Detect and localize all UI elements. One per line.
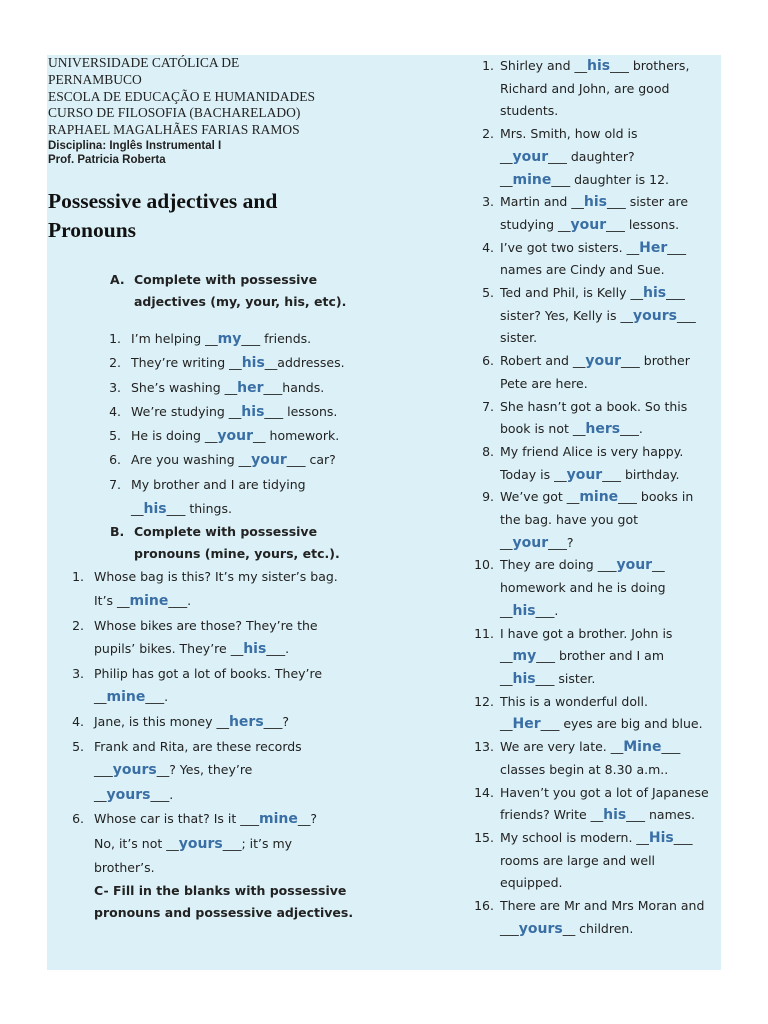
- right-column: [470, 55, 722, 940]
- item-text: pupils’ bikes. They’re __: [94, 641, 244, 657]
- list-item: [470, 55, 722, 123]
- item-text: We’ve got __: [500, 489, 580, 505]
- item-text: I have got a brother. John is: [500, 625, 673, 641]
- section-c-line-2: pronouns and possessive adjectives.: [94, 905, 354, 921]
- item-text: brother’s.: [94, 860, 155, 876]
- answer-text: yours: [178, 835, 223, 852]
- section-a-line-1: Complete with possessive: [134, 271, 318, 287]
- section-c-line-1: C- Fill in the blanks with possessive: [94, 883, 347, 899]
- item-text: ___.: [150, 786, 174, 802]
- list-item: [470, 237, 722, 282]
- list-item: [470, 827, 722, 895]
- item-text: [500, 509, 722, 532]
- item-answer-line: [500, 350, 722, 373]
- item-text: Are you washing __: [131, 452, 252, 468]
- item-text: __?: [297, 811, 317, 827]
- section-b-marker: B.: [110, 524, 125, 540]
- item-text: This is a wonderful doll.: [500, 693, 648, 709]
- item-text: ___: [666, 285, 685, 301]
- item-text: ___.: [620, 421, 643, 437]
- item-text: [500, 782, 722, 805]
- item-number: 5.: [109, 428, 121, 444]
- item-text: Shirley and __: [500, 58, 587, 73]
- item-text: [500, 373, 722, 396]
- item-text: She hasn’t got a book. So this: [500, 398, 688, 414]
- item-text: Today is __: [500, 466, 567, 482]
- item-text: __: [94, 786, 107, 802]
- item-answer-line: [500, 305, 722, 328]
- item-text: I’m helping __: [131, 330, 218, 346]
- section-b-list: [48, 565, 428, 880]
- item-text: [500, 100, 722, 123]
- answer-text: Her: [512, 716, 541, 733]
- answer-text: your: [570, 216, 607, 233]
- answer-text: Mine: [623, 739, 662, 756]
- item-text: book is not __: [500, 421, 586, 437]
- item-text: It’s __: [94, 592, 130, 608]
- answer-text: his: [643, 285, 667, 302]
- item-answer-line: [500, 600, 722, 623]
- item-text: [500, 123, 722, 146]
- item-answer-line: [131, 351, 428, 375]
- item-answer-line: [500, 645, 722, 668]
- item-text: sister.: [500, 330, 538, 346]
- item-answer-line: [500, 713, 722, 736]
- item-answer-line: [500, 169, 722, 192]
- item-text: ___ daughter?: [548, 148, 635, 164]
- item-text: ___ sister.: [535, 670, 596, 686]
- item-number: 2.: [72, 617, 84, 633]
- answer-text: his: [241, 403, 265, 420]
- item-answer-line: [500, 532, 722, 555]
- item-text: __: [500, 670, 513, 686]
- item-text: [500, 759, 722, 782]
- item-text: ___hands.: [263, 379, 325, 395]
- item-answer-line: [500, 214, 722, 237]
- item-text: equipped.: [500, 875, 563, 891]
- item-text: [500, 850, 722, 873]
- item-number: 7.: [482, 398, 494, 414]
- item-text: ___ things.: [166, 501, 232, 517]
- item-text: ___ lessons.: [264, 403, 338, 419]
- item-text: [94, 735, 428, 759]
- item-text: ___ friends.: [241, 330, 312, 346]
- answer-text: his: [583, 194, 607, 211]
- item-number: 16.: [474, 898, 494, 914]
- section-a-list: [48, 327, 428, 521]
- answer-text: hers: [585, 421, 621, 438]
- item-text: She’s washing __: [131, 379, 238, 395]
- item-number: 2.: [109, 355, 121, 371]
- item-text: the bag. have you got: [500, 512, 639, 528]
- item-number: 4.: [482, 239, 494, 255]
- list-item: [48, 351, 428, 375]
- item-text: No, it’s not __: [94, 835, 179, 851]
- item-text: Pete are here.: [500, 375, 588, 391]
- answer-text: his: [512, 670, 536, 687]
- item-text: classes begin at 8.30 a.m..: [500, 761, 669, 777]
- item-number: 3.: [482, 194, 494, 210]
- item-text: ___: [667, 239, 686, 255]
- item-number: 1.: [109, 330, 121, 346]
- item-answer-line: [500, 418, 722, 441]
- item-number: 9.: [482, 489, 494, 505]
- item-answer-line: [131, 424, 428, 448]
- item-number: 1.: [482, 58, 494, 73]
- answer-text: your: [512, 148, 549, 165]
- list-item: [48, 448, 428, 472]
- item-text: [500, 577, 722, 600]
- item-number: 5.: [72, 738, 84, 754]
- item-text: ___ eyes are big and blue.: [540, 716, 703, 732]
- item-text: [94, 662, 428, 686]
- item-text: __: [500, 534, 513, 550]
- list-item: [48, 735, 428, 808]
- item-answer-line: [500, 237, 722, 260]
- list-item: [48, 327, 428, 351]
- item-answer-line: [500, 486, 722, 509]
- item-text: [500, 327, 722, 350]
- item-text: They are doing ___: [500, 557, 617, 573]
- item-text: We are very late. __: [500, 739, 624, 755]
- answer-text: my: [217, 330, 242, 347]
- item-answer-line: [94, 710, 428, 735]
- answer-text: His: [648, 829, 674, 846]
- list-item: [48, 710, 428, 735]
- answer-text: yours: [106, 786, 151, 803]
- answer-text: his: [241, 355, 265, 372]
- item-text: Mrs. Smith, how old is: [500, 126, 638, 142]
- item-number: 12.: [474, 693, 494, 709]
- item-answer-line: [94, 758, 428, 783]
- item-text: [500, 441, 722, 464]
- answer-text: Her: [639, 239, 668, 256]
- item-answer-line: [500, 827, 722, 850]
- item-text: [500, 396, 722, 419]
- item-text: ___ books in: [618, 489, 694, 505]
- item-text: ___ brothers,: [610, 58, 690, 73]
- answer-text: your: [585, 353, 622, 370]
- header-discipline: Disciplina: Inglês Instrumental I: [48, 139, 222, 152]
- item-number: 2.: [482, 126, 494, 142]
- item-answer-line: [131, 400, 428, 424]
- list-item: [470, 623, 722, 691]
- item-text: friends? Write __: [500, 807, 604, 823]
- answer-text: his: [603, 807, 627, 824]
- item-answer-line: [500, 804, 722, 827]
- item-text: ___ daughter is 12.: [551, 171, 669, 187]
- item-number: 10.: [474, 557, 494, 573]
- item-text: __? Yes, they’re: [156, 762, 253, 778]
- list-item: [470, 554, 722, 622]
- list-item: [470, 895, 722, 940]
- item-text: __: [500, 171, 513, 187]
- item-text: He is doing __: [131, 428, 218, 444]
- item-text: rooms are large and well: [500, 852, 656, 868]
- left-column: [48, 55, 428, 924]
- item-text: students.: [500, 103, 559, 119]
- item-answer-line: [94, 637, 428, 662]
- item-number: 1.: [72, 569, 84, 585]
- item-text: Haven’t you got a lot of Japanese: [500, 784, 709, 800]
- item-text: Philip has got a lot of books. They’re: [94, 665, 323, 681]
- section-b-heading: [110, 521, 410, 565]
- item-text: __ children.: [562, 920, 634, 936]
- list-item: [470, 396, 722, 441]
- list-item: [48, 662, 428, 710]
- item-text: ___: [673, 829, 693, 845]
- section-a-marker: A.: [110, 271, 125, 287]
- item-number: 8.: [482, 443, 494, 459]
- item-text: __: [652, 557, 665, 573]
- item-answer-line: [500, 736, 722, 759]
- item-answer-line: [94, 832, 428, 857]
- section-a-heading: [110, 269, 410, 313]
- header-university: UNIVERSIDADE CATÓLICA DE: [48, 55, 240, 70]
- item-number: 14.: [474, 784, 494, 800]
- item-answer-line: [500, 55, 722, 78]
- item-text: names are Cindy and Sue.: [500, 262, 665, 278]
- answer-text: my: [512, 648, 537, 665]
- answer-text: yours: [633, 307, 677, 324]
- answer-text: his: [243, 641, 267, 658]
- item-text: __: [94, 689, 107, 705]
- item-text: Jane, is this money __: [94, 713, 229, 729]
- item-number: 6.: [482, 353, 494, 369]
- item-answer-line: [94, 685, 428, 710]
- list-item: [470, 350, 722, 395]
- item-text: Frank and Rita, are these records: [94, 738, 302, 754]
- item-text: ___ sister are: [606, 194, 689, 210]
- item-answer-line: [500, 464, 722, 487]
- item-text: [94, 614, 428, 638]
- item-number: 11.: [474, 625, 494, 641]
- item-number: 4.: [109, 403, 121, 419]
- item-text: My school is modern. __: [500, 829, 649, 845]
- list-item: [48, 376, 428, 400]
- item-text: [94, 856, 428, 880]
- answer-text: your: [217, 428, 254, 445]
- list-item: [48, 424, 428, 448]
- item-number: 3.: [109, 379, 121, 395]
- header-school: ESCOLA DE EDUCAÇÃO E HUMANIDADES: [48, 88, 316, 104]
- item-text: I’ve got two sisters. __: [500, 239, 640, 255]
- title-line-1: Possessive adjectives and: [48, 188, 278, 213]
- item-text: Martin and __: [500, 194, 584, 210]
- item-text: ___ lessons.: [606, 216, 680, 232]
- item-text: sister? Yes, Kelly is __: [500, 307, 634, 323]
- list-item: [470, 123, 722, 191]
- item-text: ___: [94, 762, 113, 778]
- item-text: ___.: [535, 602, 559, 618]
- answer-text: mine: [512, 171, 552, 188]
- item-answer-line: [500, 554, 722, 577]
- item-text: My brother and I are tidying: [131, 476, 306, 492]
- list-item: [470, 282, 722, 350]
- answer-text: your: [616, 557, 653, 574]
- item-answer-line: [500, 668, 722, 691]
- item-text: __addresses.: [264, 355, 345, 371]
- list-item: [48, 473, 428, 522]
- item-text: ___.: [145, 689, 169, 705]
- item-answer-line: [131, 376, 428, 400]
- section-c-heading: [94, 880, 428, 924]
- item-text: They’re writing __: [131, 355, 242, 371]
- item-answer-line: [131, 497, 428, 521]
- item-text: [500, 872, 722, 895]
- answer-text: hers: [228, 713, 264, 730]
- page-title: [48, 187, 428, 245]
- item-answer-line: [94, 783, 428, 808]
- item-answer-line: [500, 282, 722, 305]
- item-text: ___ brother: [621, 353, 690, 369]
- item-answer-line: [500, 918, 722, 941]
- answer-text: your: [566, 466, 603, 483]
- item-number: 5.: [482, 285, 494, 301]
- item-number: 3.: [72, 665, 84, 681]
- item-number: 7.: [109, 476, 121, 492]
- item-answer-line: [131, 327, 428, 351]
- item-number: 15.: [474, 829, 494, 845]
- list-item: [48, 614, 428, 662]
- item-text: Whose bikes are those? They’re the: [94, 617, 318, 633]
- item-text: There are Mr and Mrs Moran and: [500, 898, 705, 914]
- answer-text: your: [512, 534, 549, 551]
- item-text: [500, 78, 722, 101]
- item-number: 6.: [72, 811, 84, 827]
- header-professor: Prof. Patricia Roberta: [48, 153, 166, 166]
- item-text: [500, 259, 722, 282]
- item-text: __: [500, 602, 513, 618]
- item-text: ___.: [168, 592, 192, 608]
- answer-text: yours: [518, 920, 563, 937]
- list-item: [470, 691, 722, 736]
- item-text: Whose bag is this? It’s my sister’s bag.: [94, 569, 338, 585]
- answer-text: mine: [579, 489, 619, 506]
- list-item: [470, 191, 722, 236]
- item-text: ___?: [548, 534, 574, 550]
- list-item: [48, 400, 428, 424]
- item-number: 13.: [474, 739, 494, 755]
- item-answer-line: [94, 589, 428, 614]
- item-text: __: [500, 648, 513, 664]
- header-student: RAPHAEL MAGALHÃES FARIAS RAMOS: [48, 122, 300, 138]
- answer-text: her: [237, 379, 264, 396]
- item-text: ___ birthday.: [602, 466, 680, 482]
- item-text: [500, 623, 722, 646]
- header-university-cont: PERNAMBUCO: [48, 71, 142, 87]
- item-text: [500, 691, 722, 714]
- section-a-line-2: adjectives (my, your, his, etc).: [134, 293, 347, 309]
- item-answer-line: [500, 191, 722, 214]
- answer-text: your: [251, 452, 287, 469]
- item-answer-line: [94, 807, 428, 832]
- item-text: [131, 473, 428, 497]
- item-text: ___?: [263, 713, 290, 729]
- answer-text: mine: [129, 592, 169, 609]
- item-text: We’re studying __: [131, 403, 242, 419]
- item-text: studying __: [500, 216, 571, 232]
- item-text: [500, 895, 722, 918]
- item-text: __ homework.: [253, 428, 340, 444]
- list-item: [470, 736, 722, 781]
- answer-text: his: [512, 602, 536, 619]
- answer-text: his: [143, 501, 167, 518]
- item-text: __: [500, 148, 513, 164]
- item-text: homework and he is doing: [500, 580, 666, 596]
- item-text: My friend Alice is very happy.: [500, 443, 684, 459]
- item-text: __: [131, 501, 144, 517]
- item-answer-line: [131, 448, 428, 472]
- item-text: ___; it’s my: [222, 835, 293, 851]
- section-b-line-1: Complete with possessive: [134, 524, 318, 540]
- answer-text: mine: [106, 689, 146, 706]
- header-course: CURSO DE FILOSOFIA (BACHARELADO): [48, 105, 301, 121]
- item-text: [94, 565, 428, 589]
- list-item: [48, 807, 428, 880]
- answer-text: mine: [258, 811, 298, 828]
- item-number: 6.: [109, 452, 121, 468]
- list-item: [470, 486, 722, 554]
- list-item: [470, 782, 722, 827]
- item-text: ___: [661, 739, 681, 755]
- item-text: Whose car is that? Is it ___: [94, 811, 259, 827]
- section-b-line-2: pronouns (mine, yours, etc.).: [134, 546, 340, 562]
- item-text: Ted and Phil, is Kelly __: [500, 285, 643, 301]
- item-text: ___.: [266, 641, 290, 657]
- item-text: Richard and John, are good: [500, 80, 670, 96]
- item-text: ___ names.: [626, 807, 695, 823]
- item-answer-line: [500, 146, 722, 169]
- list-item: [48, 565, 428, 613]
- item-text: ___: [500, 920, 519, 936]
- item-number: 4.: [72, 713, 84, 729]
- item-text: ___ car?: [286, 452, 336, 468]
- answer-text: his: [587, 58, 611, 74]
- answer-text: yours: [112, 762, 157, 779]
- title-line-2: Pronouns: [48, 217, 137, 242]
- item-text: Robert and __: [500, 353, 586, 369]
- list-item: [470, 441, 722, 486]
- item-text: __: [500, 716, 513, 732]
- item-text: ___: [676, 307, 696, 323]
- item-text: ___ brother and I am: [536, 648, 665, 664]
